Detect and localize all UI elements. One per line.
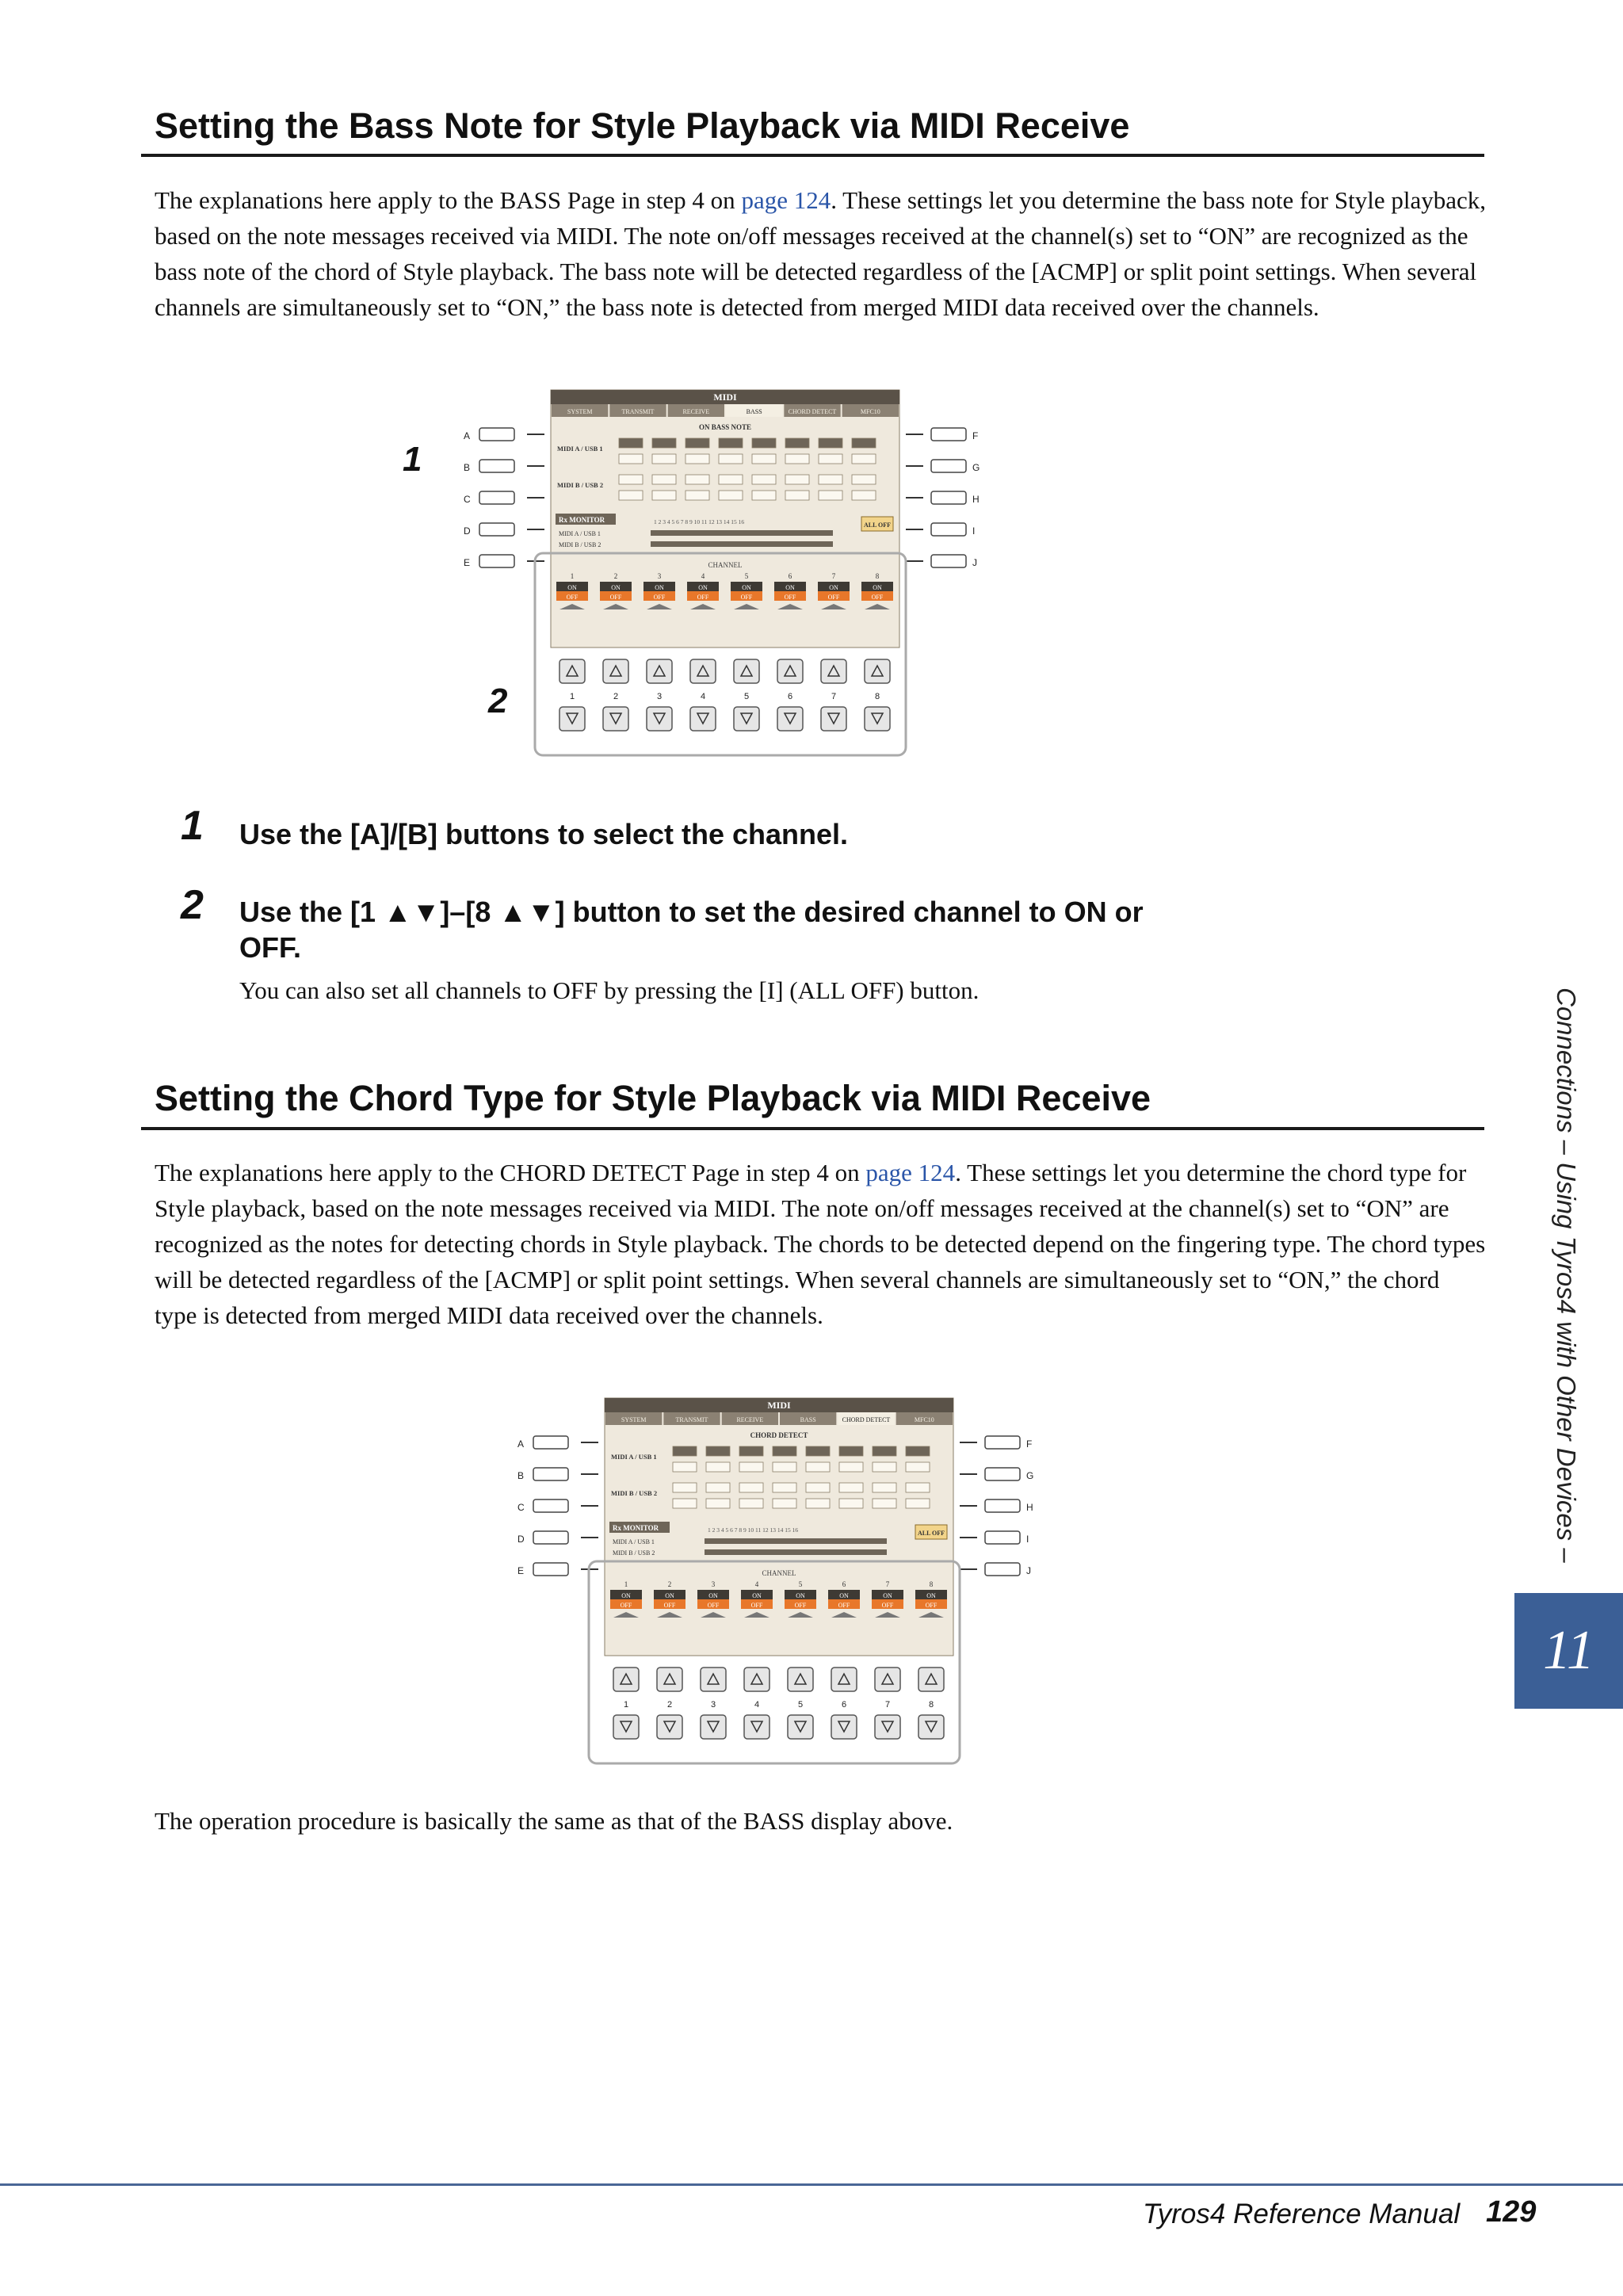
callout-2: 2 xyxy=(488,682,508,720)
lcd-channel-cell xyxy=(873,1446,896,1456)
channel-down-button xyxy=(701,1715,726,1739)
lcd-channel-header: CHANNEL xyxy=(762,1569,796,1577)
channel-off-label: OFF xyxy=(750,1602,763,1609)
channel-off-label: OFF xyxy=(653,594,666,601)
lcd-channel-cell xyxy=(839,1446,863,1456)
channel-off-label: OFF xyxy=(838,1602,850,1609)
lcd-channel-cell xyxy=(673,1499,697,1508)
lcd-row-label: MIDI A / USB 1 xyxy=(557,445,603,453)
lcd-channel-cell xyxy=(685,454,709,464)
lcd-channel-cell xyxy=(819,454,842,464)
channel-on-label: ON xyxy=(829,584,838,591)
lcd-channel-cell xyxy=(652,454,676,464)
channel-on-label: ON xyxy=(611,584,621,591)
lcd-channel-cell xyxy=(906,1499,930,1508)
lcd-channel-cell xyxy=(839,1483,863,1492)
chord-detect-page-screen xyxy=(446,1389,1033,1765)
lcd-channel-cell xyxy=(785,438,809,448)
lcd-channel-number: 8 xyxy=(875,572,880,580)
lcd-channel-number: 5 xyxy=(744,572,749,580)
lcd-channel-cell xyxy=(839,1499,863,1508)
side-button-f xyxy=(985,1436,1020,1449)
side-button-g xyxy=(931,460,966,472)
side-button-b xyxy=(533,1468,568,1480)
lcd-monitor-bar xyxy=(651,541,833,547)
channel-button-number: 8 xyxy=(874,692,880,701)
channel-down-button xyxy=(690,707,716,731)
footer-title: Tyros4 Reference Manual xyxy=(1143,2199,1461,2229)
lcd-monitor-bar xyxy=(705,1538,887,1544)
lcd-channel-cell xyxy=(806,1499,830,1508)
channel-off-label: OFF xyxy=(663,1602,676,1609)
side-button-b xyxy=(479,460,514,472)
channel-button-number: 3 xyxy=(656,692,663,701)
lcd-channel-cell xyxy=(773,1462,796,1472)
step-1-text: Use the [A]/[B] buttons to select the channel. xyxy=(239,818,849,850)
lcd-channel-cell xyxy=(685,491,709,500)
lcd-channel-cell xyxy=(719,454,743,464)
lcd-monitor-numbers: 1 2 3 4 5 6 7 8 9 10 11 12 13 14 15 16 xyxy=(654,518,745,525)
section-title-chord: Setting the Chord Type for Style Playback via MIDI Receive xyxy=(155,1078,1151,1118)
channel-off-label: OFF xyxy=(697,594,709,601)
channel-off-label: OFF xyxy=(707,1602,720,1609)
channel-down-button xyxy=(821,707,846,731)
channel-off-label: OFF xyxy=(740,594,753,601)
lcd-channel-number: 1 xyxy=(624,1580,628,1588)
chapter-side-label: Connections – Using Tyros4 with Other Devices – xyxy=(1552,988,1581,1563)
all-off-label: ALL OFF xyxy=(863,521,892,529)
channel-on-label: ON xyxy=(926,1592,936,1599)
lcd-channel-number: 3 xyxy=(711,1580,716,1588)
channel-button-number: 5 xyxy=(797,1700,804,1710)
side-button-e xyxy=(479,555,514,567)
lcd-channel-cell xyxy=(819,491,842,500)
channel-on-label: ON xyxy=(785,584,795,591)
side-button-i xyxy=(985,1531,1020,1544)
lcd-monitor-row-label: MIDI B / USB 2 xyxy=(559,541,601,548)
channel-on-label: ON xyxy=(621,1592,631,1599)
channel-up-button xyxy=(744,1668,769,1691)
side-button-j xyxy=(931,555,966,567)
channel-down-button xyxy=(657,1715,682,1739)
lcd-monitor-numbers: 1 2 3 4 5 6 7 8 9 10 11 12 13 14 15 16 xyxy=(708,1526,799,1534)
lcd-channel-cell xyxy=(819,438,842,448)
step-number-1: 1 xyxy=(181,803,204,849)
lcd-channel-cell xyxy=(806,1446,830,1456)
channel-up-button xyxy=(559,659,585,683)
lcd-monitor-bar xyxy=(705,1549,887,1555)
step-2-text: Use the [1 ▲▼]–[8 ▲▼] button to set the desired channel to ON or OFF. xyxy=(239,896,1144,964)
lcd-channel-number: 7 xyxy=(831,572,836,580)
lcd-channel-number: 1 xyxy=(570,572,575,580)
lcd-channel-cell xyxy=(739,1446,763,1456)
chapter-number: 11 xyxy=(1543,1620,1594,1681)
side-button-label: E xyxy=(464,557,471,568)
channel-up-button xyxy=(690,659,716,683)
lcd-section-header: CHORD DETECT xyxy=(750,1431,808,1439)
channel-on-label: ON xyxy=(742,584,751,591)
channel-on-label: ON xyxy=(883,1592,892,1599)
channel-down-button xyxy=(831,1715,857,1739)
lcd-channel-cell xyxy=(773,1483,796,1492)
channel-down-button xyxy=(865,707,890,731)
lcd-channel-number: 6 xyxy=(788,572,792,580)
channel-button-number: 4 xyxy=(700,692,706,701)
channel-down-button xyxy=(918,1715,944,1739)
lcd-channel-cell xyxy=(706,1499,730,1508)
lcd-tab-label: BASS xyxy=(800,1416,816,1423)
section-rule xyxy=(141,1127,1484,1130)
lcd-channel-number: 6 xyxy=(842,1580,846,1588)
channel-down-button xyxy=(744,1715,769,1739)
intro-paragraph-chord: The explanations here apply to the CHORD DETECT Page in step 4 on page 124. These settings let you determine the chord type for Style playback, based on the note messages received via MIDI. The note on/off messages received at the channel(s) set to “ON” are recognized as the notes for detecting chords in Style playback. The chords to be detected depend on the fingering type. The chord types will be detected regardless of the [ACMP] or split point settings. When several channels are simultaneously set to “ON,” the chord type is detected from merged MIDI data received over the channels. xyxy=(155,1159,1486,1329)
lcd-channel-cell xyxy=(773,1446,796,1456)
lcd-channel-cell xyxy=(652,491,676,500)
lcd-tab-label: MFC10 xyxy=(914,1416,934,1423)
lcd-tab-label: RECEIVE xyxy=(682,408,710,415)
lcd-tab-label: CHORD DETECT xyxy=(842,1416,891,1423)
side-button-label: J xyxy=(972,557,977,568)
channel-on-label: ON xyxy=(708,1592,718,1599)
side-button-c xyxy=(479,491,514,504)
lcd-row-label: MIDI A / USB 1 xyxy=(611,1453,657,1461)
lcd-channel-cell xyxy=(852,475,876,484)
closing-paragraph: The operation procedure is basically the same as that of the BASS display above. xyxy=(155,1807,953,1835)
lcd-channel-cell xyxy=(619,491,643,500)
side-button-label: C xyxy=(464,494,471,505)
lcd-channel-cell xyxy=(706,1462,730,1472)
lcd-channel-cell xyxy=(739,1462,763,1472)
lcd-channel-cell xyxy=(819,475,842,484)
channel-off-label: OFF xyxy=(620,1602,632,1609)
channel-button-number: 2 xyxy=(613,692,619,701)
side-button-h xyxy=(931,491,966,504)
channel-off-label: OFF xyxy=(871,594,884,601)
lcd-channel-cell xyxy=(906,1446,930,1456)
page-number: 129 xyxy=(1486,2195,1537,2229)
lcd-title: MIDI xyxy=(713,392,737,403)
lcd-channel-cell xyxy=(852,491,876,500)
channel-down-button xyxy=(788,1715,813,1739)
side-button-label: H xyxy=(972,494,980,505)
lcd-channel-cell xyxy=(685,475,709,484)
channel-up-button xyxy=(831,1668,857,1691)
lcd-channel-cell xyxy=(906,1462,930,1472)
lcd-channel-cell xyxy=(739,1483,763,1492)
side-button-d xyxy=(479,523,514,536)
lcd-channel-cell xyxy=(785,454,809,464)
lcd-channel-cell xyxy=(673,1483,697,1492)
lcd-channel-cell xyxy=(619,454,643,464)
lcd-tab-label: RECEIVE xyxy=(736,1416,764,1423)
channel-off-label: OFF xyxy=(881,1602,894,1609)
side-button-label: J xyxy=(1026,1565,1031,1576)
channel-off-label: OFF xyxy=(794,1602,807,1609)
channel-on-label: ON xyxy=(873,584,882,591)
side-button-d xyxy=(533,1531,568,1544)
channel-button-number: 2 xyxy=(666,1700,673,1710)
side-button-h xyxy=(985,1499,1020,1512)
page-link[interactable]: page 124 xyxy=(865,1159,956,1186)
side-button-label: G xyxy=(972,462,980,473)
lcd-channel-cell xyxy=(619,438,643,448)
channel-up-button xyxy=(777,659,803,683)
lcd-row-label: MIDI B / USB 2 xyxy=(611,1489,658,1497)
side-button-label: D xyxy=(517,1534,525,1545)
lcd-channel-cell xyxy=(785,475,809,484)
section-rule xyxy=(141,154,1484,157)
side-button-e xyxy=(533,1563,568,1576)
side-button-g xyxy=(985,1468,1020,1480)
channel-off-label: OFF xyxy=(925,1602,938,1609)
lcd-channel-cell xyxy=(673,1462,697,1472)
lcd-channel-cell xyxy=(806,1462,830,1472)
lcd-monitor-row-label: MIDI B / USB 2 xyxy=(613,1549,655,1557)
channel-button-number: 6 xyxy=(841,1700,847,1710)
lcd-title: MIDI xyxy=(767,1400,791,1411)
step-2-note: You can also set all channels to OFF by pressing the [I] (ALL OFF) button. xyxy=(239,976,980,1004)
lcd-tab-label: BASS xyxy=(746,408,762,415)
lcd-channel-cell xyxy=(906,1483,930,1492)
lcd-channel-number: 4 xyxy=(701,572,705,580)
side-button-label: F xyxy=(972,430,979,441)
lcd-channel-cell xyxy=(752,438,776,448)
side-button-label: G xyxy=(1026,1470,1034,1481)
side-button-f xyxy=(931,428,966,441)
side-button-a xyxy=(479,428,514,441)
lcd-channel-cell xyxy=(873,1499,896,1508)
step-number-2: 2 xyxy=(181,882,204,928)
lcd-channel-cell xyxy=(652,475,676,484)
channel-on-label: ON xyxy=(567,584,577,591)
lcd-channel-number: 8 xyxy=(929,1580,934,1588)
lcd-channel-number: 2 xyxy=(613,572,618,580)
lcd-monitor-label: Rx MONITOR xyxy=(613,1524,659,1532)
lcd-channel-cell xyxy=(719,438,743,448)
lcd-channel-cell xyxy=(839,1462,863,1472)
channel-off-label: OFF xyxy=(784,594,796,601)
callout-1: 1 xyxy=(403,440,422,479)
channel-up-button xyxy=(821,659,846,683)
lcd-monitor-bar xyxy=(651,530,833,536)
side-button-label: A xyxy=(517,1438,525,1450)
lcd-channel-number: 2 xyxy=(667,1580,672,1588)
channel-button-number: 7 xyxy=(884,1700,891,1710)
channel-up-button xyxy=(875,1668,900,1691)
lcd-monitor-row-label: MIDI A / USB 1 xyxy=(613,1538,655,1545)
lcd-channel-cell xyxy=(652,438,676,448)
lcd-channel-cell xyxy=(752,491,776,500)
lcd-channel-cell xyxy=(673,1446,697,1456)
channel-button-number: 1 xyxy=(623,1700,629,1710)
side-button-label: C xyxy=(517,1502,525,1513)
side-button-label: H xyxy=(1026,1502,1033,1513)
side-button-label: E xyxy=(517,1565,525,1576)
lcd-channel-cell xyxy=(706,1483,730,1492)
lcd-channel-cell xyxy=(785,491,809,500)
channel-on-label: ON xyxy=(665,1592,674,1599)
lcd-channel-number: 7 xyxy=(885,1580,890,1588)
lcd-monitor-label: Rx MONITOR xyxy=(559,516,605,524)
channel-up-button xyxy=(657,1668,682,1691)
section-title-bass: Setting the Bass Note for Style Playback via MIDI Receive xyxy=(155,105,1130,146)
lcd-channel-cell xyxy=(706,1446,730,1456)
intro-paragraph-bass: The explanations here apply to the BASS Page in step 4 on page 124. These settings let you determine the bass note for Style playback, based on the note messages received via MIDI. The note on/off messages received at the channel(s) set to “ON” are recognized as the bass note of the chord of Style playback. The bass note will be detected regardless of the [ACMP] or split point settings. When several channels are simultaneously set to “ON,” the bass note is detected from merged MIDI data received over the channels. xyxy=(155,186,1486,321)
lcd-channel-cell xyxy=(719,491,743,500)
channel-button-number: 7 xyxy=(831,692,837,701)
lcd-channel-cell xyxy=(873,1483,896,1492)
channel-button-number: 4 xyxy=(754,1700,760,1710)
side-button-a xyxy=(533,1436,568,1449)
channel-down-button xyxy=(777,707,803,731)
lcd-row-label: MIDI B / USB 2 xyxy=(557,481,604,489)
lcd-monitor-row-label: MIDI A / USB 1 xyxy=(559,530,601,537)
side-button-label: I xyxy=(1026,1534,1029,1545)
footer-rule xyxy=(0,2183,1623,2186)
channel-up-button xyxy=(788,1668,813,1691)
channel-down-button xyxy=(613,1715,639,1739)
lcd-tab-label: SYSTEM xyxy=(621,1416,647,1423)
lcd-channel-cell xyxy=(719,475,743,484)
lcd-channel-cell xyxy=(752,475,776,484)
lcd-channel-cell xyxy=(852,454,876,464)
channel-on-label: ON xyxy=(655,584,664,591)
bass-page-screen xyxy=(392,380,979,757)
channel-button-number: 3 xyxy=(710,1700,716,1710)
lcd-channel-number: 3 xyxy=(657,572,662,580)
chapter-tab xyxy=(1514,1593,1623,1709)
channel-down-button xyxy=(559,707,585,731)
lcd-tab-label: MFC10 xyxy=(860,408,880,415)
channel-button-number: 5 xyxy=(743,692,750,701)
channel-down-button xyxy=(734,707,759,731)
lcd-tab-label: CHORD DETECT xyxy=(788,408,837,415)
lcd-tab-label: TRANSMIT xyxy=(621,408,655,415)
lcd-channel-cell xyxy=(739,1499,763,1508)
lcd-channel-number: 4 xyxy=(754,1580,759,1588)
side-button-label: A xyxy=(464,430,471,441)
side-button-j xyxy=(985,1563,1020,1576)
side-button-label: I xyxy=(972,525,976,537)
channel-on-label: ON xyxy=(839,1592,849,1599)
lcd-channel-number: 5 xyxy=(798,1580,803,1588)
lcd-tab-label: SYSTEM xyxy=(567,408,593,415)
channel-off-label: OFF xyxy=(609,594,622,601)
channel-up-button xyxy=(701,1668,726,1691)
lcd-channel-cell xyxy=(773,1499,796,1508)
lcd-channel-cell xyxy=(852,438,876,448)
side-button-label: B xyxy=(464,462,471,473)
lcd-section-header: ON BASS NOTE xyxy=(698,423,752,431)
channel-up-button xyxy=(613,1668,639,1691)
channel-button-number: 8 xyxy=(928,1700,934,1710)
side-button-label: F xyxy=(1026,1438,1033,1450)
side-button-c xyxy=(533,1499,568,1512)
channel-on-label: ON xyxy=(698,584,708,591)
lcd-channel-cell xyxy=(873,1462,896,1472)
channel-off-label: OFF xyxy=(566,594,579,601)
channel-up-button xyxy=(734,659,759,683)
lcd-channel-cell xyxy=(685,438,709,448)
channel-on-label: ON xyxy=(752,1592,762,1599)
all-off-label: ALL OFF xyxy=(917,1530,945,1537)
channel-button-number: 1 xyxy=(569,692,575,701)
lcd-channel-header: CHANNEL xyxy=(708,561,743,569)
channel-off-label: OFF xyxy=(827,594,840,601)
lcd-channel-cell xyxy=(752,454,776,464)
channel-on-label: ON xyxy=(796,1592,805,1599)
lcd-channel-cell xyxy=(619,475,643,484)
channel-button-number: 6 xyxy=(787,692,793,701)
side-button-label: B xyxy=(517,1470,525,1481)
side-button-i xyxy=(931,523,966,536)
channel-up-button xyxy=(647,659,672,683)
channel-up-button xyxy=(918,1668,944,1691)
channel-up-button xyxy=(603,659,628,683)
channel-down-button xyxy=(875,1715,900,1739)
channel-up-button xyxy=(865,659,890,683)
channel-down-button xyxy=(603,707,628,731)
page-link[interactable]: page 124 xyxy=(741,186,831,214)
lcd-tab-label: TRANSMIT xyxy=(675,1416,708,1423)
side-button-label: D xyxy=(464,525,471,537)
lcd-channel-cell xyxy=(806,1483,830,1492)
channel-down-button xyxy=(647,707,672,731)
